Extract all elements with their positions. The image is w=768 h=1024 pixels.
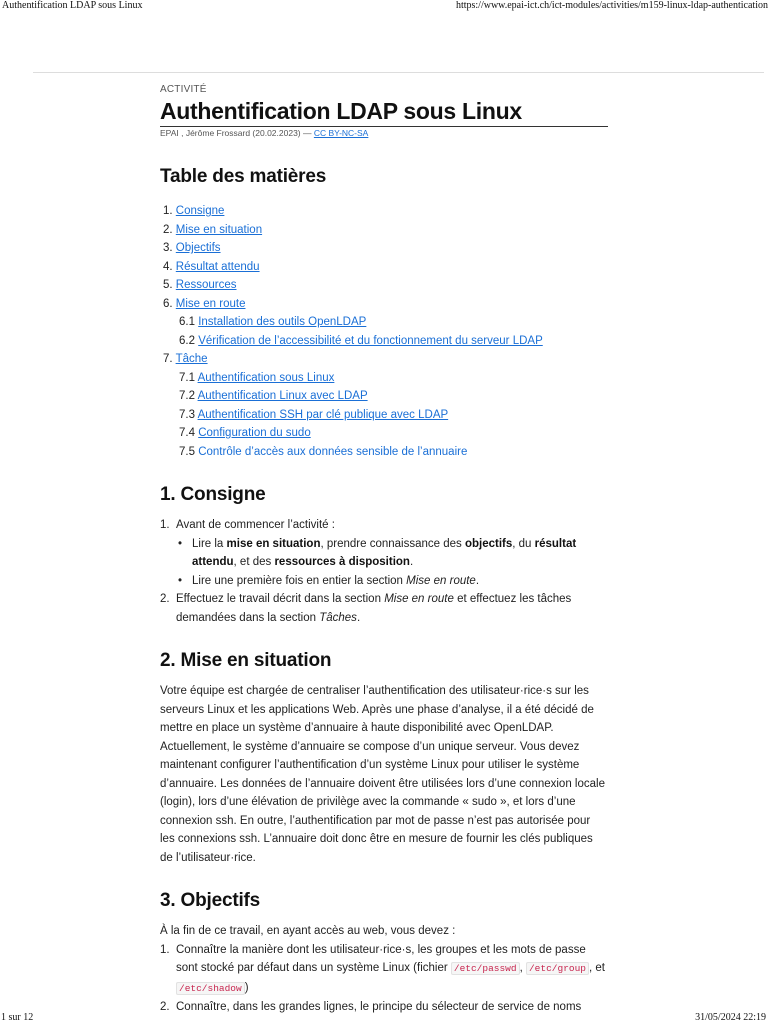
list-item: 2. Connaître, dans les grandes lignes, le principe du sélecteur de service de noms xyxy=(160,1001,582,1013)
toc-item: 1. Consigne xyxy=(163,205,225,217)
section-consigne xyxy=(160,483,610,627)
situation-heading: 2. Mise en situation xyxy=(160,650,332,671)
bullet: • xyxy=(178,537,183,550)
toc-link-controle-acces[interactable]: Contrôle d’accès aux données sensible de l’annuaire xyxy=(198,445,468,458)
toc-item: 7.4 Configuration du sudo xyxy=(179,427,311,439)
toc-item: 7. Tâche xyxy=(163,353,208,365)
toc-item: 6.2 Vérification de l’accessibilité et du fonctionnement du serveur LDAP xyxy=(179,334,543,347)
consigne-heading: 1. Consigne xyxy=(160,484,266,505)
top-divider xyxy=(33,72,764,73)
bullet: • xyxy=(178,574,183,587)
toc-link-mise-en-situation[interactable]: Mise en situation xyxy=(175,223,263,236)
toc-link-sudo[interactable]: Configuration du sudo xyxy=(198,427,311,439)
objectifs-intro: À la fin de ce travail, en ayant accès au web, vous devez : xyxy=(160,925,456,937)
license-link[interactable]: CC BY-NC-SA xyxy=(313,128,369,138)
toc-item: 4. Résultat attendu xyxy=(163,260,260,273)
author-date: EPAI , Jérôme Frossard (20.02.2023) — xyxy=(160,128,312,138)
objectifs-list xyxy=(160,941,610,1017)
toc-item: 7.1 Authentification sous Linux xyxy=(179,371,335,384)
list-item: • Lire une première fois en entier la section Mise en route. xyxy=(176,572,610,591)
toc-item: 5. Ressources xyxy=(163,279,237,291)
toc-link-mise-en-route[interactable]: Mise en route xyxy=(175,297,246,310)
article-meta xyxy=(160,128,610,139)
toc-item: 3. Objectifs xyxy=(163,242,221,254)
toc-link-auth-linux-ldap[interactable]: Authentification Linux avec LDAP xyxy=(197,390,368,402)
section-mise-en-situation xyxy=(160,649,610,867)
toc-item: 6. Mise en route xyxy=(163,297,246,310)
toc-link-resultat-attendu[interactable]: Résultat attendu xyxy=(175,260,260,273)
toc-link-objectifs[interactable]: Objectifs xyxy=(175,242,221,254)
section-objectifs xyxy=(160,889,610,1017)
toc-item: 6.1 Installation des outils OpenLDAP xyxy=(179,316,367,328)
print-url: https://www.epai-ict.ch/ict-modules/activities/m159-linux-ldap-authentication xyxy=(455,0,768,11)
list-item: 2. Effectuez le travail décrit dans la section Mise en route et effectuez les tâches demandées dans la section Tâches. xyxy=(160,593,572,624)
toc-item: 7.5 Contrôle d’accès aux données sensible de l’annuaire xyxy=(179,445,468,458)
toc-link-auth-ssh[interactable]: Authentification SSH par clé publique avec LDAP xyxy=(197,408,449,421)
page-title: Authentification LDAP sous Linux xyxy=(160,97,608,127)
toc-link-auth-linux[interactable]: Authentification sous Linux xyxy=(197,371,335,384)
toc-heading: Table des matières xyxy=(160,166,327,187)
toc-item: 7.2 Authentification Linux avec LDAP xyxy=(179,390,368,402)
code-shadow: /etc/shadow xyxy=(176,982,245,995)
toc-link-consigne[interactable]: Consigne xyxy=(175,205,225,217)
print-header xyxy=(0,0,768,12)
consigne-sublist xyxy=(176,535,610,591)
toc-link-installation-openldap[interactable]: Installation des outils OpenLDAP xyxy=(198,316,367,328)
toc-item: 7.3 Authentification SSH par clé publique avec LDAP xyxy=(179,408,449,421)
list-item: • Lire la mise en situation, prendre connaissance des objectifs, du résultat attendu, et des ressources à disposition. xyxy=(176,535,610,572)
situation-paragraph: Votre équipe est chargée de centraliser l’authentification des utilisateur·rice·s sur les serveurs Linux et les applications Web. Après une phase d’analyse, il a été décidé de mettre en place un système d’annuaire à haute disponibilité avec OpenLDAP. Actuellement, le système d’annuaire se compose d’un unique serveur. Vous devez maintenant configurer l’authentification d’un système Linux pour utiliser le système d’annuaire. Les données de l’annuaire doivent être utilisées lors d’une connexion locale (login), lors d’une élévation de privilège avec la commande « sudo », et lors d’une connexion ssh. En outre, l’authentification par mot de passe n’est pas autorisée pour les connexions ssh. L’annuaire doit donc être en mesure de fournir les clés publiques de l’utilisateur·rice. xyxy=(160,685,605,864)
list-item: 1. Avant de commencer l’activité : • Lire la mise en situation, prendre connaissance des objectifs, du résultat attendu, et des ressources à disposition. • Lire une première fois en entier la section Mise en route. xyxy=(160,516,610,590)
objectifs-heading: 3. Objectifs xyxy=(160,890,261,911)
consigne-list xyxy=(160,516,610,627)
article-kicker: ACTIVITÉ xyxy=(160,84,207,95)
toc-link-verification-serveur[interactable]: Vérification de l’accessibilité et du fonctionnement du serveur LDAP xyxy=(198,334,543,347)
article xyxy=(160,84,610,1013)
print-datetime: 31/05/2024 22:19 xyxy=(695,1012,766,1023)
toc-link-tache[interactable]: Tâche xyxy=(175,353,208,365)
code-passwd: /etc/passwd xyxy=(451,962,520,975)
toc-link-ressources[interactable]: Ressources xyxy=(175,279,237,291)
list-item: 1. Connaître la manière dont les utilisateur·rice·s, les groupes et les mots de passe sont stocké par défaut dans un système Linux (fichier /etc/passwd , /etc/group , et /etc/shadow ) xyxy=(160,943,605,994)
print-doc-title: Authentification LDAP sous Linux xyxy=(2,0,143,11)
table-of-contents xyxy=(160,202,610,461)
code-group: /etc/group xyxy=(526,962,589,975)
print-footer xyxy=(0,1012,768,1024)
toc-item: 2. Mise en situation xyxy=(163,223,263,236)
page-indicator: 1 sur 12 xyxy=(1,1012,34,1023)
